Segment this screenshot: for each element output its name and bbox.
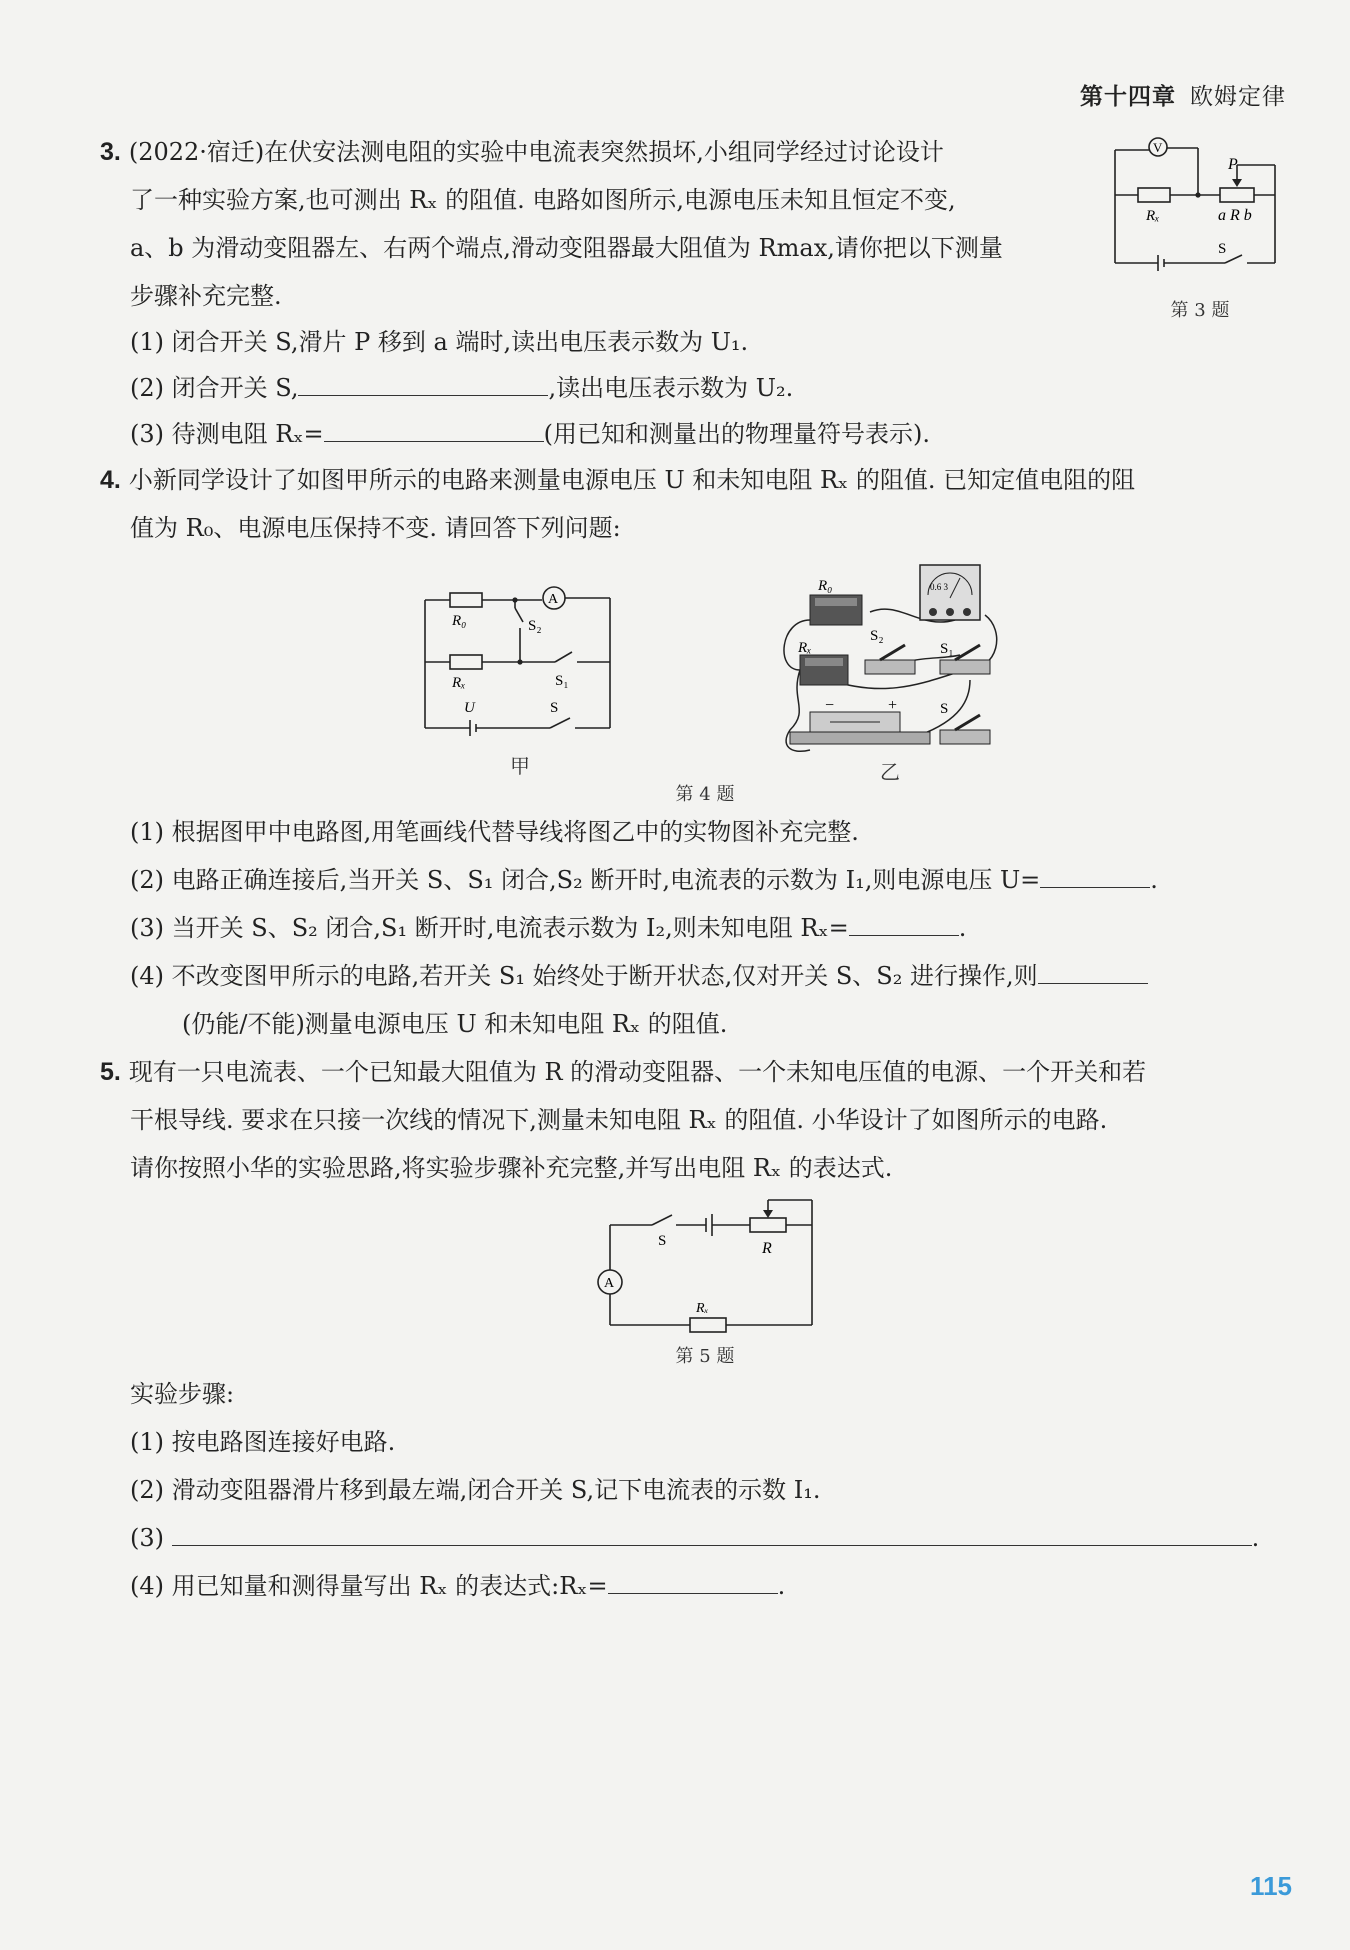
voltmeter-label: V (1153, 140, 1163, 155)
q5-steps-title: 实验步骤: (130, 1380, 235, 1408)
s2-label: S₂ (528, 618, 542, 634)
q5-step-4: (4) 用已知量和测得量写出 Rₓ 的表达式:Rₓ= . (130, 1562, 785, 1610)
q3-step-3 (130, 410, 930, 458)
q4-part-4-line-1 (130, 952, 1148, 1000)
u-label: U (464, 700, 475, 716)
q4-part-2: (2) 电路正确连接后,当开关 S、S₁ 闭合,S₂ 断开时,电流表的示数为 I₁,则电源电压 U= . (130, 856, 1158, 904)
s1-label: S₁ (940, 641, 954, 657)
s-label: S (550, 700, 559, 716)
ammeter-label: A (604, 1276, 615, 1291)
battery-device (790, 712, 930, 744)
q3-figure-caption: 第 3 题 (1170, 300, 1230, 321)
q4-part-4-line-2: (仍能/不能)测量电源电压 U 和未知电阻 Rₓ 的阻值. (182, 1010, 728, 1038)
q4-stem-line-2: 值为 R₀、电源电压保持不变. 请回答下列问题: (130, 514, 621, 542)
answer-blank[interactable] (298, 369, 548, 396)
q5-step-3-label: (3) (130, 1524, 164, 1552)
answer-blank[interactable] (172, 1519, 1252, 1546)
s2-label: S₂ (870, 628, 884, 644)
q3-step-3-prefix: (3) 待测电阻 Rₓ= (130, 420, 324, 448)
question-number: 5. (100, 1058, 121, 1086)
q4-part-2-text: (2) 电路正确连接后,当开关 S、S₁ 闭合,S₂ 断开时,电流表的示数为 I₁,则电源电压 U= (130, 866, 1041, 894)
answer-blank[interactable] (608, 1567, 778, 1594)
s-label: S (940, 701, 949, 717)
q3-stem-line-1: (2022·宿迁)在伏安法测电阻的实验中电流表突然损坏,小组同学经过讨论设计 (128, 138, 944, 166)
question-3-stem (100, 128, 1110, 320)
ammeter-device (920, 565, 980, 620)
q3-step-2-suffix: ,读出电压表示数为 U₂. (548, 374, 794, 402)
q5-step-1: (1) 按电路图连接好电路. (130, 1428, 396, 1456)
rx-label: Rₓ (452, 675, 466, 691)
q4-stem-line-1: 小新同学设计了如图甲所示的电路来测量电源电压 U 和未知电阻 Rₓ 的阻值. 已知定值电阻的阻 (128, 466, 1136, 494)
switch-label: S (658, 1233, 667, 1249)
chapter-number: 第十四章 (1080, 84, 1176, 110)
q4-apparatus-diagram-yi (770, 560, 1000, 760)
q5-stem-line-1: 现有一只电流表、一个已知最大阻值为 R 的滑动变阻器、一个未知电压值的电源、一个开关和若 (128, 1058, 1147, 1086)
slider-label: P (1228, 156, 1238, 173)
q3-step-2-prefix: (2) 闭合开关 S, (130, 374, 299, 402)
q4-figure-yi-caption: 乙 (880, 760, 900, 784)
q4-part-3-text: (3) 当开关 S、S₂ 闭合,S₁ 断开时,电流表示数为 I₂,则未知电阻 Rₓ= (130, 914, 849, 942)
question-number: 4. (100, 466, 121, 494)
chapter-title: 欧姆定律 (1190, 84, 1286, 110)
question-4-stem (100, 456, 1280, 552)
switch-s-device (940, 715, 990, 744)
answer-blank[interactable] (1040, 861, 1150, 888)
answer-blank[interactable] (324, 415, 544, 442)
ammeter-label: A (548, 592, 559, 607)
rheostat-label: R (762, 1240, 772, 1257)
q3-step-1: (1) 闭合开关 S,滑片 P 移到 a 端时,读出电压表示数为 U₁. (130, 328, 749, 356)
q5-figure-caption: 第 5 题 (675, 1346, 735, 1367)
q3-step-2 (130, 364, 793, 412)
q5-step-3: (3) . (130, 1514, 1259, 1562)
q5-step-2: (2) 滑动变阻器滑片移到最左端,闭合开关 S,记下电流表的示数 I₁. (130, 1476, 821, 1504)
switch-s2-device (865, 645, 915, 674)
r0-label: R₀ (452, 613, 467, 629)
answer-blank[interactable] (1038, 957, 1148, 984)
s1-label: S₁ (555, 673, 569, 689)
question-number: 3. (100, 138, 121, 166)
question-5-stem (100, 1048, 1280, 1192)
plus-terminal-label: + (888, 697, 898, 714)
rx-label: Rₓ (798, 640, 812, 656)
rheostat-label: a R b (1218, 207, 1252, 224)
q3-stem-line-2: 了一种实验方案,也可测出 Rₓ 的阻值. 电路如图所示,电源电压未知且恒定不变, (130, 186, 956, 214)
q3-step-3-suffix: (用已知和测量出的物理量符号表示). (543, 420, 930, 448)
q3-stem-line-4: 步骤补充完整. (130, 282, 282, 310)
q4-part-1: (1) 根据图甲中电路图,用笔画线代替导线将图乙中的实物图补充完整. (130, 818, 859, 846)
meter-scale-label: 0.6 3 (930, 582, 948, 592)
q3-stem-line-3: a、b 为滑动变阻器左、右两个端点,滑动变阻器最大阻值为 Rmax,请你把以下测量 (130, 234, 1003, 262)
q5-step-4-text: (4) 用已知量和测得量写出 Rₓ 的表达式:Rₓ= (130, 1572, 608, 1600)
chapter-header (1080, 78, 1286, 111)
q4-circuit-diagram-jia (420, 580, 620, 740)
answer-blank[interactable] (849, 909, 959, 936)
r0-label: R₀ (818, 578, 833, 594)
q5-stem-line-2: 干根导线. 要求在只接一次线的情况下,测量未知电阻 Rₓ 的阻值. 小华设计了如图所示的电路. (130, 1106, 1108, 1134)
q4-figure-jia-caption: 甲 (510, 754, 530, 778)
q5-circuit-diagram (590, 1190, 830, 1340)
q3-circuit-diagram (1110, 125, 1290, 285)
rx-label: Rₓ (696, 1301, 709, 1316)
rx-label: Rₓ (1146, 208, 1160, 224)
page-number: 115 (1250, 1871, 1292, 1901)
minus-terminal-label: − (825, 697, 835, 714)
q4-figure-caption: 第 4 题 (675, 784, 735, 805)
q4-part-3: (3) 当开关 S、S₂ 闭合,S₁ 断开时,电流表示数为 I₂,则未知电阻 Rₓ= . (130, 904, 966, 952)
q4-part-4-text: (4) 不改变图甲所示的电路,若开关 S₁ 始终处于断开状态,仅对开关 S、S₂ 进行操作,则 (130, 962, 1038, 990)
q5-stem-line-3: 请你按照小华的实验思路,将实验步骤补充完整,并写出电阻 Rₓ 的表达式. (130, 1154, 893, 1182)
switch-label: S (1218, 241, 1227, 257)
